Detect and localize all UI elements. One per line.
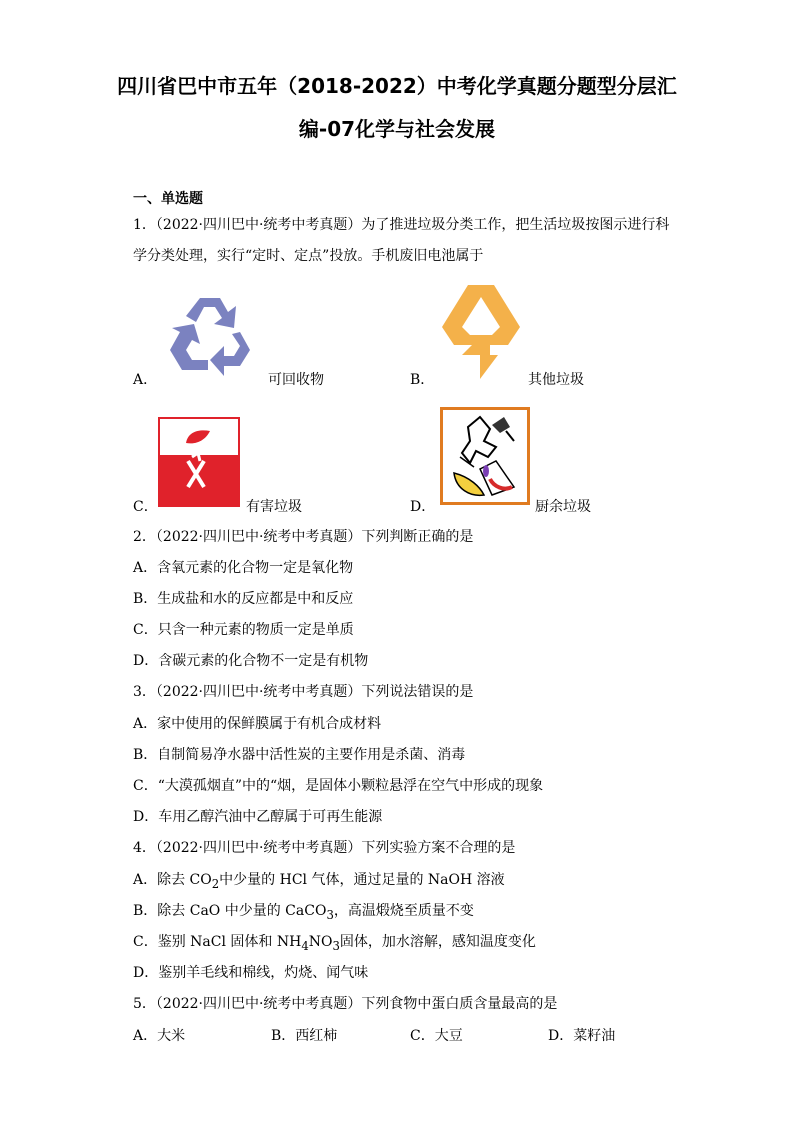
q3-option-a: A．家中使用的保鲜膜属于有机合成材料 bbox=[133, 716, 382, 732]
q1-stem-line1: 1．（2022·四川巴中·统考中考真题）为了推进垃圾分类工作，把生活垃圾按图示进行科 bbox=[133, 217, 670, 233]
q4-stem: 4．（2022·四川巴中·统考中考真题）下列实验方案不合理的是 bbox=[133, 840, 516, 856]
q3-option-d: D．车用乙醇汽油中乙醇属于可再生能源 bbox=[133, 809, 383, 825]
recycle-icon bbox=[160, 290, 260, 380]
q1-option-b-label: B． bbox=[410, 372, 435, 388]
q2-option-a: A．含氧元素的化合物一定是氧化物 bbox=[133, 560, 354, 576]
q1-option-b-caption: 其他垃圾 bbox=[528, 372, 584, 388]
q3-option-b: B．自制简易净水器中活性炭的主要作用是杀菌、消毒 bbox=[133, 747, 466, 763]
q4-option-a: A．除去 $CO_2$中少量的 HCl 气体，通过足量的 NaOH 溶液 bbox=[133, 872, 505, 891]
other-waste-icon bbox=[440, 283, 522, 381]
q5-option-b: B．西红柿 bbox=[271, 1028, 338, 1044]
q2-option-d: D．含碳元素的化合物不一定是有机物 bbox=[133, 653, 369, 669]
q1-option-a-label: A． bbox=[133, 372, 158, 388]
q2-stem: 2．（2022·四川巴中·统考中考真题）下列判断正确的是 bbox=[133, 529, 474, 545]
q1-option-a-caption: 可回收物 bbox=[268, 372, 324, 388]
q3-stem: 3．（2022·四川巴中·统考中考真题）下列说法错误的是 bbox=[133, 684, 474, 700]
q1-option-c-label: C． bbox=[133, 499, 158, 515]
q2-option-b: B．生成盐和水的反应都是中和反应 bbox=[133, 591, 354, 607]
section-heading: 一、单选题 bbox=[133, 191, 203, 207]
q5-option-a: A．大米 bbox=[133, 1028, 186, 1044]
q2-option-c: C．只含一种元素的物质一定是单质 bbox=[133, 622, 354, 638]
q4-option-b: B．除去 CaO 中少量的 CaCO$_3$，高温煅烧至质量不变 bbox=[133, 903, 474, 922]
q1-option-d-caption: 厨余垃圾 bbox=[535, 499, 591, 515]
doc-title-line1: 四川省巴中市五年（2018-2022）中考化学真题分题型分层汇 bbox=[117, 74, 677, 98]
doc-title-line2: 编-07化学与社会发展 bbox=[298, 117, 496, 141]
q1-option-d-label: D． bbox=[410, 499, 436, 515]
q5-option-d: D．菜籽油 bbox=[548, 1028, 616, 1044]
hazardous-waste-icon bbox=[158, 417, 240, 507]
q3-option-c: C．“大漠孤烟直”中的“烟，是固体小颗粒悬浮在空气中形成的现象 bbox=[133, 778, 544, 794]
q4-option-d: D．鉴别羊毛线和棉线，灼烧、闻气味 bbox=[133, 965, 369, 981]
kitchen-waste-icon bbox=[440, 407, 530, 505]
q1-option-c-caption: 有害垃圾 bbox=[246, 499, 302, 515]
q5-stem: 5．（2022·四川巴中·统考中考真题）下列食物中蛋白质含量最高的是 bbox=[133, 996, 558, 1012]
q4-option-c: C．鉴别 NaCl 固体和 $NH_4NO_3$固体，加水溶解，感知温度变化 bbox=[133, 934, 536, 953]
q5-option-c: C．大豆 bbox=[410, 1028, 463, 1044]
q1-stem-line2: 学分类处理，实行“定时、定点”投放。手机废旧电池属于 bbox=[133, 248, 484, 264]
